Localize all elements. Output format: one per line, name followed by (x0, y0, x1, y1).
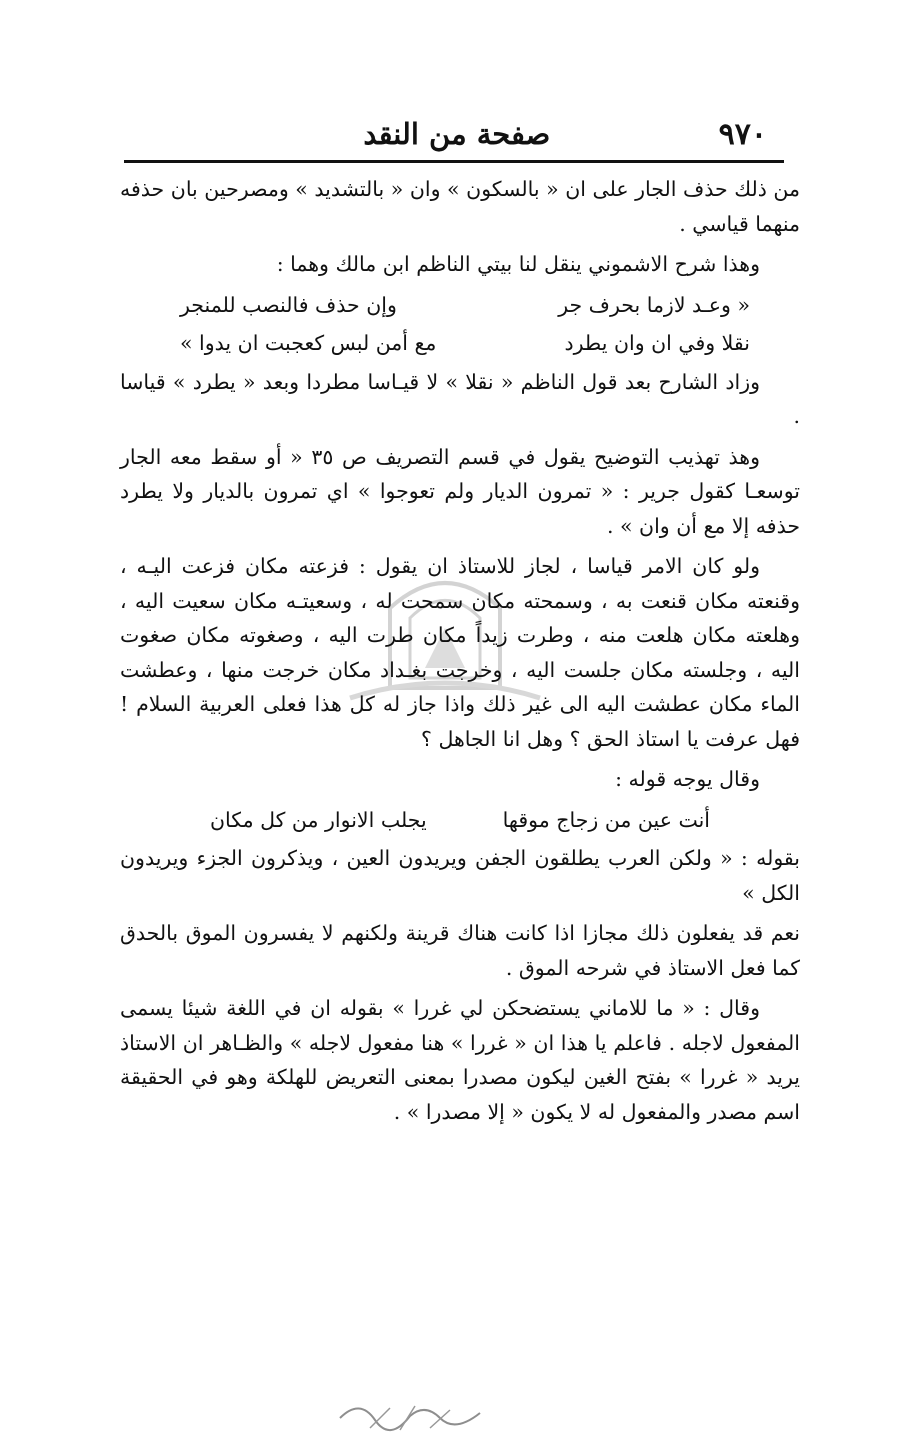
hemistich: نقلا وفي ان وان يطرد (564, 331, 750, 355)
header-rule (124, 160, 784, 163)
page-number: ٩٧٠ (718, 116, 767, 152)
hemistich: « وعـد لازما بحرف جر (558, 292, 750, 317)
hemistich: أنت عين من زجاج موقها (502, 807, 710, 832)
paragraph: وقال يوجه قوله : (615, 767, 760, 791)
handwritten-signature (330, 1388, 490, 1438)
paragraph: وهذ تهذيب التوضيح يقول في قسم التصريف ص ٣٥ « أو سقط معه الجار توسعـا كقول جرير : « تمرون الديار ولم تعوجوا » اي تمرون بالديار ولا يطرد حذفه إلا مع أن وان » . (120, 444, 800, 538)
running-title: صفحة من النقد (363, 117, 551, 151)
hemistich: مع أمن لبس كعجبت ان يدوا » (180, 331, 437, 355)
paragraph: وقال : « ما للاماني يستضحكن لي غررا » بقوله ان في اللغة شيئا يسمى المفعول لاجله . فاعلم يا هذا ان « غررا » هنا مفعول لاجله » والظـاهر ان الاستاذ يريد « غررا » بفتح الغين ليكون مصدرا بمعنى التعريض للهلكة وهو في الحقيقة اسم مصدر والمفعول له لا يكون « إلا مصدرا » . (120, 996, 800, 1124)
verse-line (120, 288, 800, 323)
hemistich: يجلب الانوار من كل مكان (210, 807, 427, 832)
hemistich: وإن حذف فالنصب للمنجر (180, 292, 397, 317)
page-header (135, 108, 767, 160)
paragraph: بقوله : « ولكن العرب يطلقون الجفن ويريدون العين ، ويذكرون الجزء ويريدون الكل » (120, 846, 800, 905)
paragraph: وهذا شرح الاشموني ينقل لنا بيتي الناظم ابن مالك وهما : (276, 252, 760, 276)
paragraph: وزاد الشارح بعد قول الناظم « نقلا » لا قيـاسا مطردا وبعد « يطرد » قياسا . (120, 369, 800, 428)
verse-line (120, 326, 800, 361)
paragraph: نعم قد يفعلون ذلك مجازا اذا كانت هناك قرينة ولكنهم لا يفسرون الموق بالحدق كما فعل الاستاذ في شرحه الموق . (120, 921, 800, 980)
paragraph: من ذلك حذف الجار على ان « بالسكون » وان « بالتشديد » ومصرحين بان حذفه منهما قياسي . (120, 177, 800, 236)
body-text (120, 172, 800, 1135)
verse-line (120, 803, 800, 838)
paragraph: ولو كان الامر قياسا ، لجاز للاستاذ ان يقول : فزعته مكان فزعت اليـه ، وقنعته مكان قنعت به ، وسمحته مكان سمحت له ، وسعيتـه مكان سعيت اليه ، وهلعته مكان هلعت منه ، وطرت زيداً مكان طرت اليه ، وصغوته مكان صغوت اليه ، وجلسته مكان جلست اليه ، وخرجت بغـداد مكان خرجت منها ، وعطشت الماء مكان عطشت اليه الى غير ذلك واذا جاز له كل هذا فعلى العربية السلام ! فهل عرفت يا استاذ الحق ؟ وهل انا الجاهل ؟ (120, 554, 800, 751)
